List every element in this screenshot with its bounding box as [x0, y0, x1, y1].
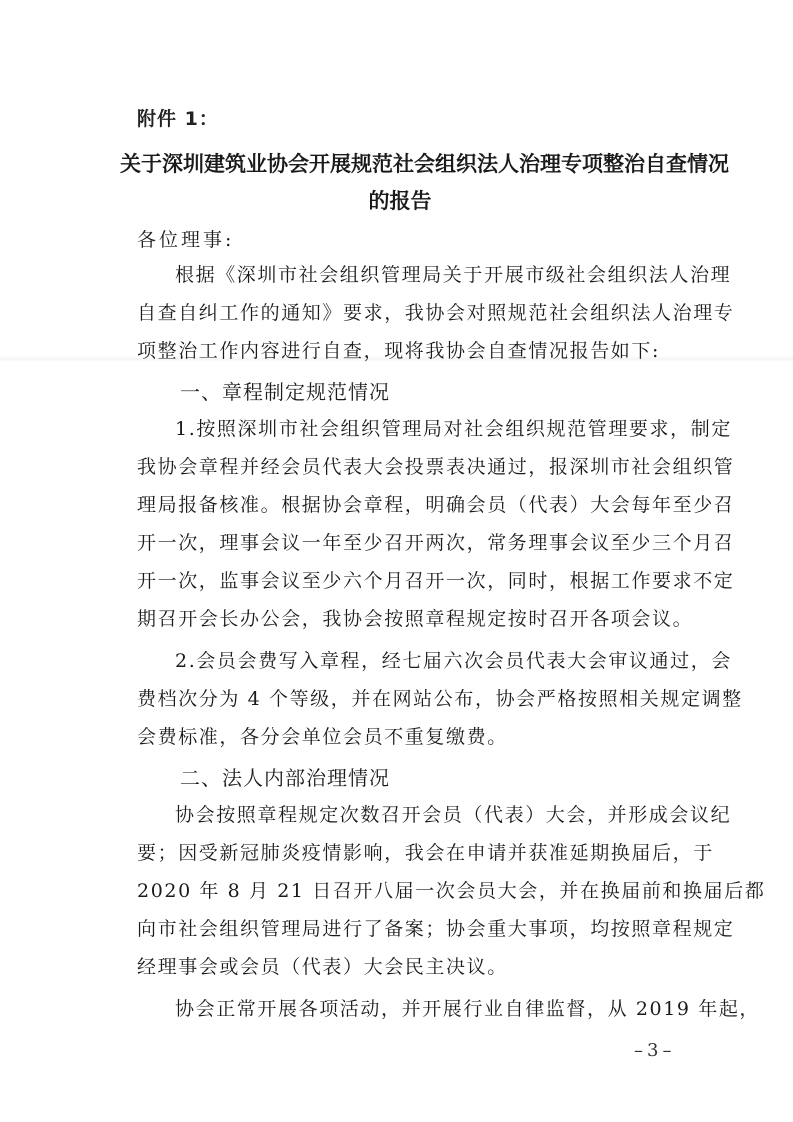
section2-paragraph-2: [137, 990, 761, 1028]
text-line: 根据《深圳市社会组织管理局关于开展市级社会组织法人治理: [175, 264, 732, 286]
text-line: 开一次，理事会议一年至少召开两次，常务理事会议至少三个月召: [137, 532, 735, 554]
text-line: 2020 年 8 月 21 日召开八届一次会员大会，并在换届前和换届后都: [137, 880, 766, 902]
text-line: 要；因受新冠肺炎疫情影响，我会在申请并获准延期换届后，于: [137, 842, 714, 864]
text-line: 自查自纠工作的通知》要求，我协会对照规范社会组织法人治理专: [137, 302, 735, 324]
text-line: 开一次，监事会议至少六个月召开一次，同时，根据工作要求不定: [137, 570, 735, 592]
intro-paragraph: [137, 256, 735, 370]
page-number: –3–: [634, 1040, 676, 1061]
text-line: 我协会章程并经会员代表大会投票表决通过，报深圳市社会组织管: [137, 456, 735, 478]
text-line: 2.会员会费写入章程，经七届六次会员代表大会审议通过，会: [175, 650, 732, 672]
text-line: 期召开会长办公会，我协会按照章程规定按时召开各项会议。: [137, 608, 694, 630]
text-line: 费档次分为 4 个等级，并在网站公布，协会严格按照相关规定调整: [137, 688, 743, 710]
section1-paragraph-1: [137, 410, 735, 638]
text-line: 协会按照章程规定次数召开会员（代表）大会，并形成会议纪: [175, 804, 732, 826]
salutation: 各位理事:: [137, 229, 235, 251]
text-line: 协会正常开展各项活动，并开展行业自律监督，从 2019 年起，: [175, 998, 761, 1020]
section1-paragraph-2: [137, 642, 743, 756]
section2-paragraph-1: [137, 796, 766, 986]
section-heading-governance: 二、法人内部治理情况: [180, 766, 390, 790]
report-title-line-1: 关于深圳建筑业协会开展规范社会组织法人治理专项整治自查情况: [120, 152, 729, 176]
text-line: 会费标准，各分会单位会员不重复缴费。: [137, 726, 508, 748]
text-line: 1.按照深圳市社会组织管理局对社会组织规范管理要求，制定: [175, 418, 732, 440]
text-line: 经理事会或会员（代表）大会民主决议。: [137, 956, 508, 978]
report-title-line-2: 的报告: [368, 189, 432, 213]
text-line: 理局报备核准。根据协会章程，明确会员（代表）大会每年至少召: [137, 494, 735, 516]
text-line: 向市社会组织管理局进行了备案；协会重大事项，均按照章程规定: [137, 918, 735, 940]
attachment-label: 附件 1：: [137, 108, 219, 130]
text-line: 项整治工作内容进行自查，现将我协会自查情况报告如下:: [137, 340, 661, 362]
section-heading-charter: 一、章程制定规范情况: [180, 380, 390, 404]
